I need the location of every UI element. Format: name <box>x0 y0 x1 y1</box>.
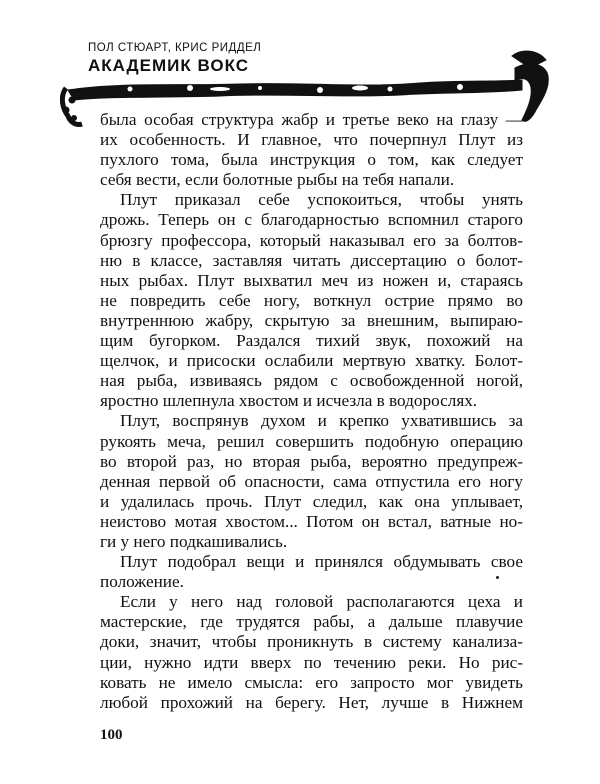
text-line: брюзгу профессора, который наказывал его за болтов- <box>100 230 523 250</box>
text-line: любой прохожий на берегу. Нет, лучше в Нижнем <box>100 692 523 712</box>
text-line: и удалилась прочь. Плут следил, как она уплывает, <box>100 491 523 511</box>
text-line: во второй раз, но вторая рыба, вероятно предупреж- <box>100 451 523 471</box>
page-number: 100 <box>100 727 123 743</box>
text-line: Плут подобрал вещи и принялся обдумывать свое <box>120 552 523 572</box>
print-speck <box>496 576 499 579</box>
text-line: их особенность. И главное, что почерпнул Плут из <box>100 130 523 150</box>
running-header-author: ПОЛ СТЮАРТ, КРИС РИДДЕЛ <box>88 42 262 54</box>
text-line: рукоять меча, решил совершить подобную операцию <box>100 431 523 451</box>
text-line: щелчок, и присоски ослабили мертвую хватку. Болот- <box>100 351 523 371</box>
text-line: ню в классе, заставляя читать диссертацию о болот- <box>100 250 523 270</box>
text-line: себя вести, если болотные рыбы на тебя напали. <box>100 170 455 190</box>
text-line: щим бугорком. Раздался тихий звук, похожий на <box>100 331 523 351</box>
text-line: не повредить себе ногу, воткнул острие прямо во <box>100 290 523 310</box>
text-line: ги у него подкашивались. <box>100 531 288 551</box>
text-line: ции, нужно идти вверх по течению реки. Но рис- <box>100 652 523 672</box>
text-line: пухлого тома, была инструкция о том, как следует <box>100 150 523 170</box>
text-line: мастерские, где трудятся рабы, а дальше плавучие <box>100 612 523 632</box>
text-line: неистово мотая хвостом... Потом он встал, ватные но- <box>100 511 523 531</box>
text-line: дрожь. Теперь он с благодарностью вспомнил старого <box>100 210 523 230</box>
text-line: яростно шлепнула хвостом и исчезла в водорослях. <box>100 391 478 411</box>
text-line: ковать не имело смысла: его запросто мог увидеть <box>100 672 523 692</box>
running-header-title: АКАДЕМИК ВОКС <box>88 56 249 75</box>
text-line: доки, значит, чтобы проникнуть в систему канализа- <box>100 632 523 652</box>
text-line: Плут, воспрянув духом и крепко ухватившись за <box>120 411 523 431</box>
text-line: ная рыба, извиваясь рядом с освобожденной ногой, <box>100 371 523 391</box>
text-line: денная первой об опасности, сама отпустила его ногу <box>100 471 523 491</box>
text-line: Если у него над головой располагаются цеха и <box>120 592 523 612</box>
text-line: ных рыбах. Плут выхватил меч из ножен и, стараясь <box>100 270 523 290</box>
text-line: была особая структура жабр и третье веко на глазу — <box>100 110 523 129</box>
page-body-text <box>100 110 523 713</box>
text-line: положение. <box>100 572 184 592</box>
text-line: Плут приказал себе успокоиться, чтобы унять <box>120 190 523 210</box>
text-line: внутреннюю жабру, скрытую за внешним, выпираю- <box>100 310 523 330</box>
